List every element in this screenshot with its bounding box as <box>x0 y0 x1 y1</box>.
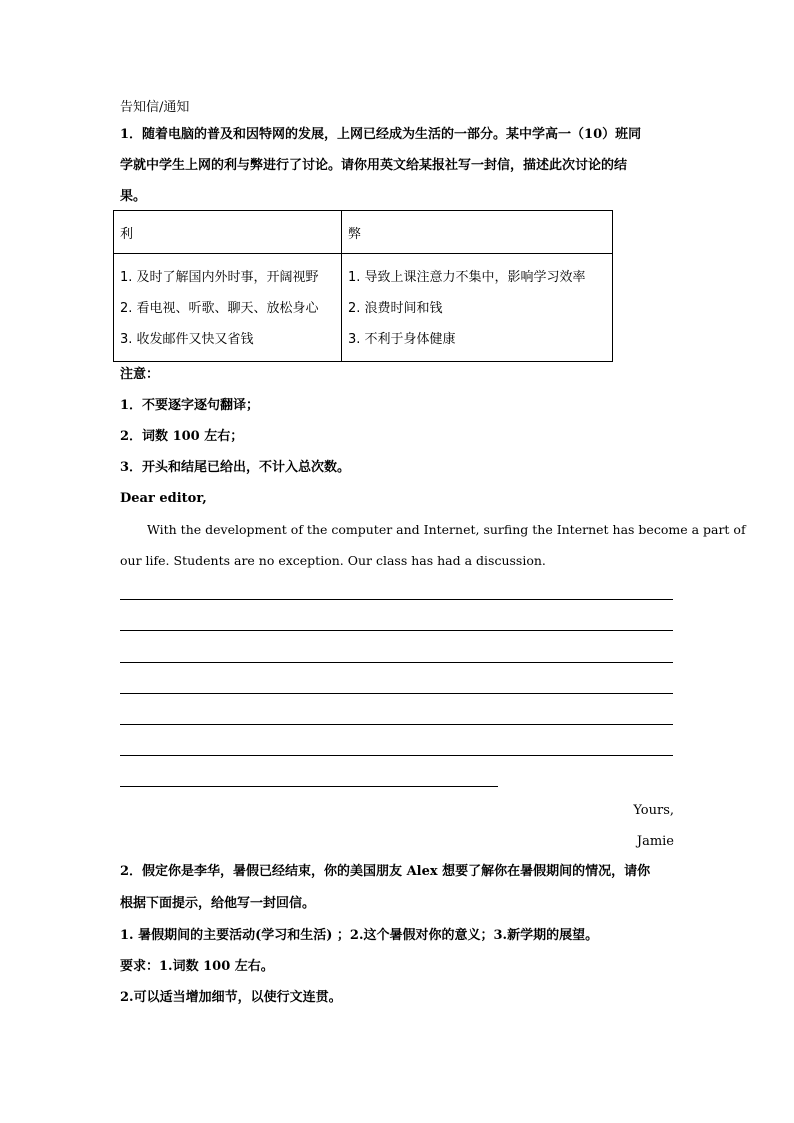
writing-line <box>120 693 673 694</box>
note-item: 2．词数 100 左右； <box>120 429 244 444</box>
letter-greeting: Dear editor, <box>120 491 207 506</box>
writing-line <box>120 630 673 631</box>
pros-item: 3. 收发邮件又快又省钱 <box>120 332 254 347</box>
writing-line <box>120 662 673 663</box>
pros-item: 2. 看电视、听歌、聊天、放松身心 <box>120 301 319 316</box>
question-1-line-3: 果。 <box>120 189 147 204</box>
writing-line <box>120 599 673 600</box>
cons-item: 1. 导致上课注意力不集中，影响学习效率 <box>348 270 586 285</box>
pros-cons-table <box>113 210 613 362</box>
question-2-line-1: 2．假定你是李华，暑假已经结束，你的美国朋友 Alex 想要了解你在暑假期间的情况，请你 <box>120 864 651 879</box>
table-header-cons: 弊 <box>342 211 613 254</box>
question-1-line-1: 1．随着电脑的普及和因特网的发展，上网已经成为生活的一部分。某中学高一（10）班同 <box>120 127 642 142</box>
letter-body-line-2: our life. Students are no exception. Our class has had a discussion. <box>120 553 546 568</box>
question-2-line-2: 根据下面提示，给他写一封回信。 <box>120 896 316 911</box>
pros-item: 1. 及时了解国内外时事，开阔视野 <box>120 270 319 285</box>
pros-cell <box>114 254 342 362</box>
writing-line <box>120 786 498 787</box>
writing-line <box>120 755 673 756</box>
question-2-requirement-1: 要求：1.词数 100 左右。 <box>120 959 274 974</box>
cons-item: 2. 浪费时间和钱 <box>348 301 443 316</box>
note-item: 3．开头和结尾已给出，不计入总次数。 <box>120 460 351 475</box>
question-2-requirement-2: 2.可以适当增加细节，以使行文连贯。 <box>120 990 342 1005</box>
letter-signature: Jamie <box>636 834 674 849</box>
note-item: 1．不要逐字逐句翻译； <box>120 398 260 413</box>
cons-item: 3. 不利于身体健康 <box>348 332 456 347</box>
cons-cell <box>342 254 613 362</box>
table-header-pros: 利 <box>114 211 342 254</box>
writing-line <box>120 724 673 725</box>
question-1-line-2: 学就中学生上网的利与弊进行了讨论。请你用英文给某报社写一封信，描述此次讨论的结 <box>120 158 628 173</box>
notes-title: 注意： <box>120 367 160 382</box>
section-header: 告知信/通知 <box>120 100 190 115</box>
letter-closing: Yours, <box>633 803 674 818</box>
question-2-hint: 1. 暑假期间的主要活动(学习和生活) ；2.这个暑假对你的意义；3.新学期的展望。 <box>120 928 599 943</box>
letter-body-line-1: With the development of the computer and Internet, surfing the Internet has become a part of <box>147 522 746 537</box>
